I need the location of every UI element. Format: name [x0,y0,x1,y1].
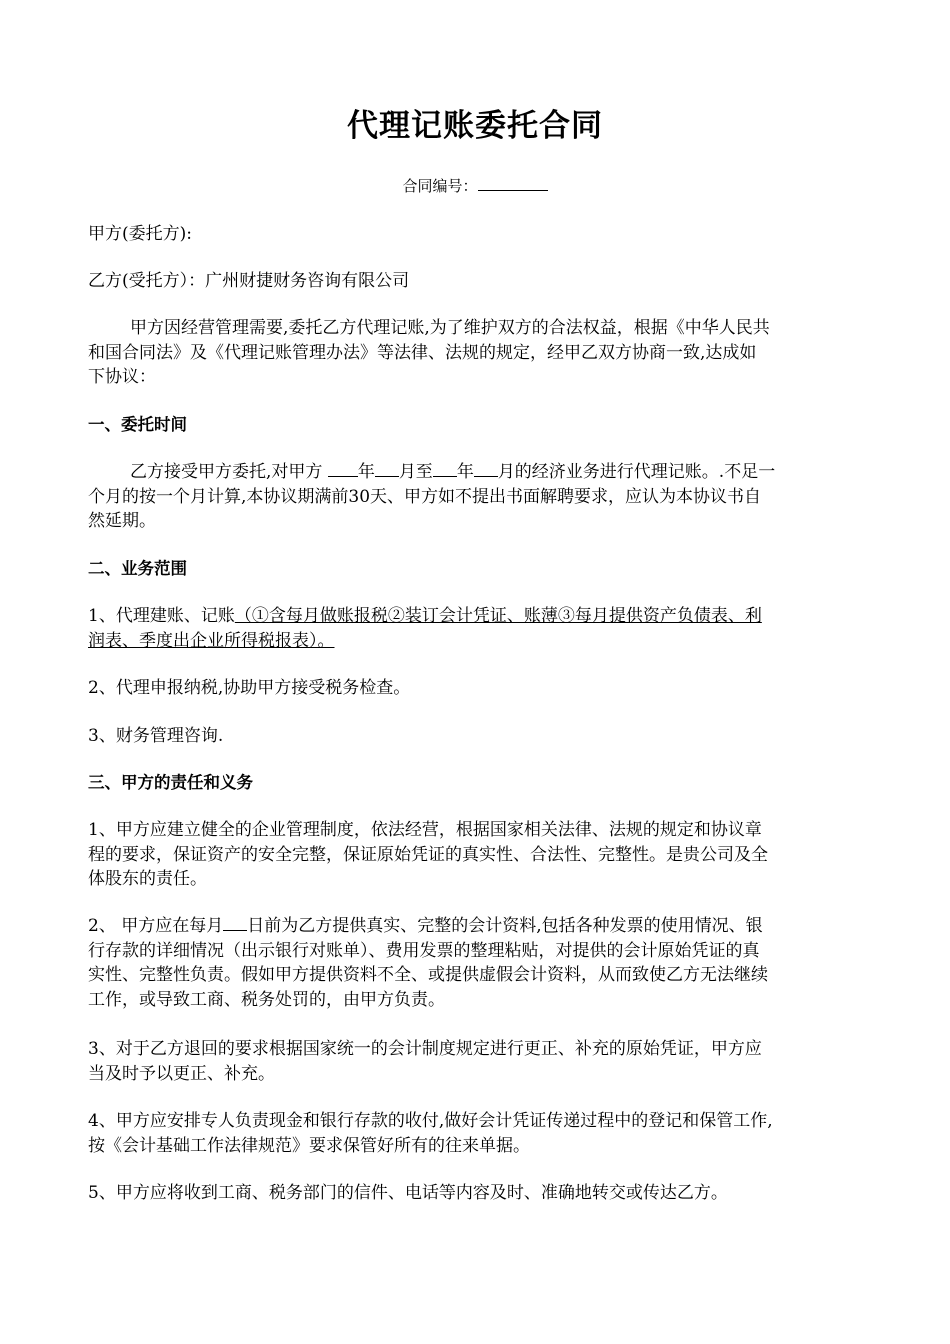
text-segment: 年 [456,462,474,482]
section-3-heading: 三、甲方的责任和义务 [88,773,253,792]
section-3-item-4 [88,1109,858,1158]
text-segment: 月至 [398,462,433,482]
section-3-line: 程的要求，保证资产的安全完整，保证原始凭证的真实性、合法性、完整性。是贵公司及全 [88,844,768,865]
section-3-item-3 [88,1037,858,1086]
section-3-line: 3、对于乙方退回的要求根据国家统一的会计制度规定进行更正、补充的原始凭证，甲方应 [88,1039,762,1059]
section-3-line [88,914,858,939]
section-2-heading: 二、业务范围 [88,559,187,578]
intro-line: 下协议： [88,367,156,387]
section-3-line: 当及时予以更正、补充。 [88,1063,275,1084]
section-3-line: 按《会计基础工作法律规范》要求保管好所有的往来单据。 [88,1135,530,1156]
text-segment: 乙方接受甲方委托,对甲方 [130,462,328,482]
section-1-line [88,460,858,485]
text-segment: 月的经济业务进行代理记账。.不足一 [497,462,776,482]
fill-blank [474,462,498,477]
text-segment: 1、代理建账、记账 [88,606,235,626]
section-3-item-5: 5、甲方应将收到工商、税务部门的信件、电话等内容及时、准确地转交或传达乙方。 [88,1183,728,1203]
contract-number-label: 合同编号： [402,177,478,195]
text-segment: 年 [357,462,375,482]
section-1-heading: 一、委托时间 [88,415,187,434]
section-1-line: 然延期。 [88,511,156,531]
text-segment: 日前为乙方提供真实、完整的会计资料,包括各种发票的使用情况、银 [247,916,763,936]
section-3-line: 工作，或导致工商、税务处罚的，由甲方负责。 [88,989,445,1010]
section-3-line: 行存款的详细情况（出示银行对账单）、费用发票的整理粘贴，对提供的会计原始凭证的真 [88,940,760,961]
document-title: 代理记账委托合同 [347,108,603,144]
section-2-item-2: 2、代理申报纳税,协助甲方接受税务检查。 [88,678,411,698]
underlined-text: 润表、季度出企业所得税报表）。 [88,630,335,651]
party-b-line: 乙方(受托方）：广州财捷财务咨询有限公司 [88,271,410,291]
section-2-item-1 [88,604,858,653]
section-3-line: 4、甲方应安排专人负责现金和银行存款的收付,做好会计凭证传递过程中的登记和保管工作, [88,1111,773,1131]
contract-number-blank [478,176,548,191]
intro-line: 和国合同法》及《代理记账管理办法》等法律、法规的规定，经甲乙双方协商一致,达成如 [88,342,757,363]
section-3-line: 实性、完整性负责。假如甲方提供资料不全、或提供虚假会计资料，从而致使乙方无法继续 [88,965,768,985]
contract-number-line [0,174,950,198]
section-2-item-3: 3、财务管理咨询. [88,726,224,746]
underlined-text: （①含每月做账报税②装订会计凭证、账薄③每月提供资产负债表、利 [234,606,762,626]
intro-line: 甲方因经营管理需要,委托乙方代理记账,为了维护双方的合法权益，根据《中华人民共 [130,318,770,338]
section-1-paragraph [88,460,858,534]
fill-blank [328,462,358,477]
section-3-line: 体股东的责任。 [88,869,207,889]
section-1-line: 个月的按一个月计算,本协议期满前30天、甲方如不提出书面解聘要求，应认为本协议书自 [88,486,762,507]
text-segment: 2、 甲方应在每月 [88,916,224,936]
section-2-item-1-line [88,604,858,629]
fill-blank [433,462,457,477]
section-3-item-1 [88,818,858,892]
party-a-line: 甲方(委托方): [88,224,192,244]
section-3-item-2 [88,914,858,1012]
intro-paragraph [88,316,858,390]
fill-blank [375,462,399,477]
section-3-line: 1、甲方应建立健全的企业管理制度，依法经营，根据国家相关法律、法规的规定和协议章 [88,820,762,840]
fill-blank [223,916,247,931]
